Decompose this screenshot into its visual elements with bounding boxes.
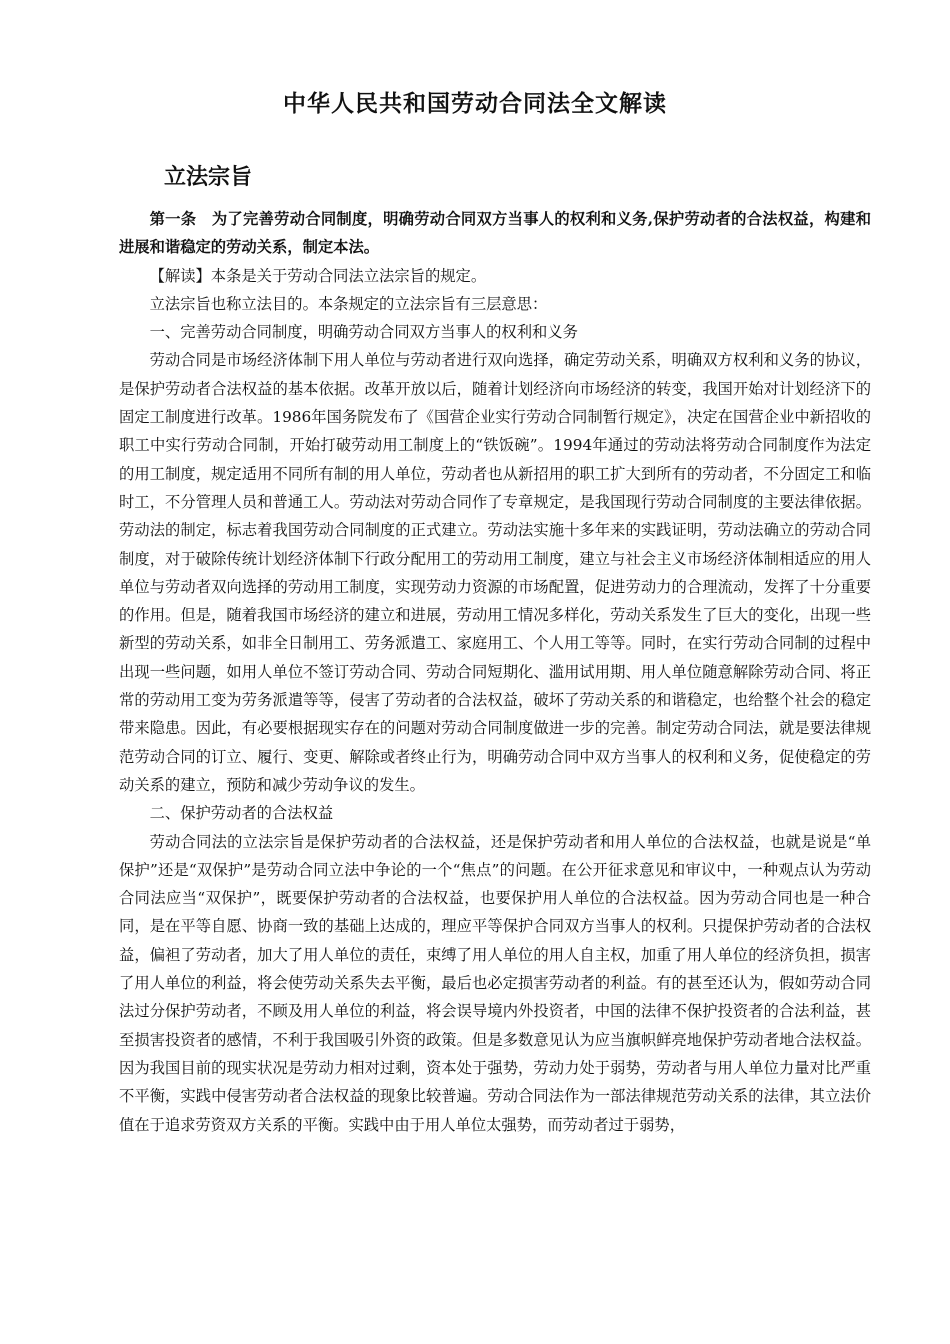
document-title: 中华人民共和国劳动合同法全文解读 xyxy=(283,90,667,117)
body-paragraph: 立法宗旨也称立法目的。本条规定的立法宗旨有三层意思： xyxy=(149,294,548,313)
section-heading: 立法宗旨 xyxy=(164,165,253,190)
body-paragraph: 劳动合同法的立法宗旨是保护劳动者的合法权益，还是保护劳动者和用人单位的合法权益，也就是说是“单保护”还是“双保护”是劳动合同立法中争论的一个“焦点”的问题。在公开征求意见和审议中，一种观点认为劳动合同法应当“双保护”，既要保护劳动者的合法权益，也要保护用人单位的合法权益。因为劳动合同也是一种合同，是在平等自愿、协商一致的基础上达成的，理应平等保护合同双方当事人的权利。只提保护劳动者的合法权益，偏袒了劳动者，加大了用人单位的责任，束缚了用人单位的用人自主权，加重了用人单位的经济负担，损害了用人单位的利益，将会使劳动关系失去平衡，最后也必定损害劳动者的利益。有的甚至还认为，假如劳动合同法过分保护劳动者，不顾及用人单位的利益，将会误导境内外投资者，中国的法律不保护投资者的合法利益，甚至损害投资者的感情，不利于我国吸引外资的政策。但是多数意见认为应当旗帜鲜亮地保护劳动者地合法权益。因为我国目前的现实状况是劳动力相对过剩，资本处于强势，劳动力处于弱势，劳动者与用人单位力量对比严重不平衡，实践中侵害劳动者合法权益的现象比较普遍。劳动合同法作为一部法律规范劳动关系的法律，其立法价值在于追求劳资双方关系的平衡。实践中由于用人单位太强势，而劳动者过于弱势， xyxy=(119,832,871,1134)
body-paragraph: 劳动合同是市场经济体制下用人单位与劳动者进行双向选择，确定劳动关系，明确双方权利和义务的协议，是保护劳动者合法权益的基本依据。改革开放以后，随着计划经济向市场经济的转变，我国开始对计划经济下的固定工制度进行改革。1986年国务院发布了《国营企业实行劳动合同制暂行规定》，决定在国营企业中新招收的职工中实行劳动合同制，开始打破劳动用工制度上的“铁饭碗”。1994年通过的劳动法将劳动合同制度作为法定的用工制度，规定适用不同所有制的用人单位，劳动者也从新招用的职工扩大到所有的劳动者，不分固定工和临时工，不分管理人员和普通工人。劳动法对劳动合同作了专章规定，是我国现行劳动合同制度的主要法律依据。劳动法的制定，标志着我国劳动合同制度的正式建立。劳动法实施十多年来的实践证明，劳动法确立的劳动合同制度，对于破除传统计划经济体制下行政分配用工的劳动用工制度，建立与社会主义市场经济体制相适应的用人单位与劳动者双向选择的劳动用工制度，实现劳动力资源的市场配置，促进劳动力的合理流动，发挥了十分重要的作用。但是，随着我国市场经济的建立和进展，劳动用工情况多样化，劳动关系发生了巨大的变化，出现一些新型的劳动关系，如非全日制用工、劳务派遣工、家庭用工、个人用工等等。同时，在实行劳动合同制的过程中出现一些问题，如用人单位不签订劳动合同、劳动合同短期化、滥用试用期、用人单位随意解除劳动合同、将正常的劳动用工变为劳务派遣等等，侵害了劳动者的合法权益，破坏了劳动关系的和谐稳定，也给整个社会的稳定带来隐患。因此，有必要根据现实存在的问题对劳动合同制度做进一步的完善。制定劳动合同法，就是要法律规范劳动合同的订立、履行、变更、解除或者终止行为，明确劳动合同中双方当事人的权利和义务，促使稳定的劳动关系的建立，预防和减少劳动争议的发生。 xyxy=(119,351,871,794)
subheading-paragraph: 一、完善劳动合同制度，明确劳动合同双方当事人的权利和义务 xyxy=(149,323,578,342)
interpretation-paragraph: 【解读】本条是关于劳动合同法立法宗旨的规定。 xyxy=(149,266,487,285)
document-body xyxy=(119,205,871,1139)
subheading-paragraph: 二、保护劳动者的合法权益 xyxy=(149,804,334,823)
article-one: 第一条 为了完善劳动合同制度，明确劳动合同双方当事人的权利和义务,保护劳动者的合法权益，构建和进展和谐稳定的劳动关系，制定本法。 xyxy=(119,210,871,257)
